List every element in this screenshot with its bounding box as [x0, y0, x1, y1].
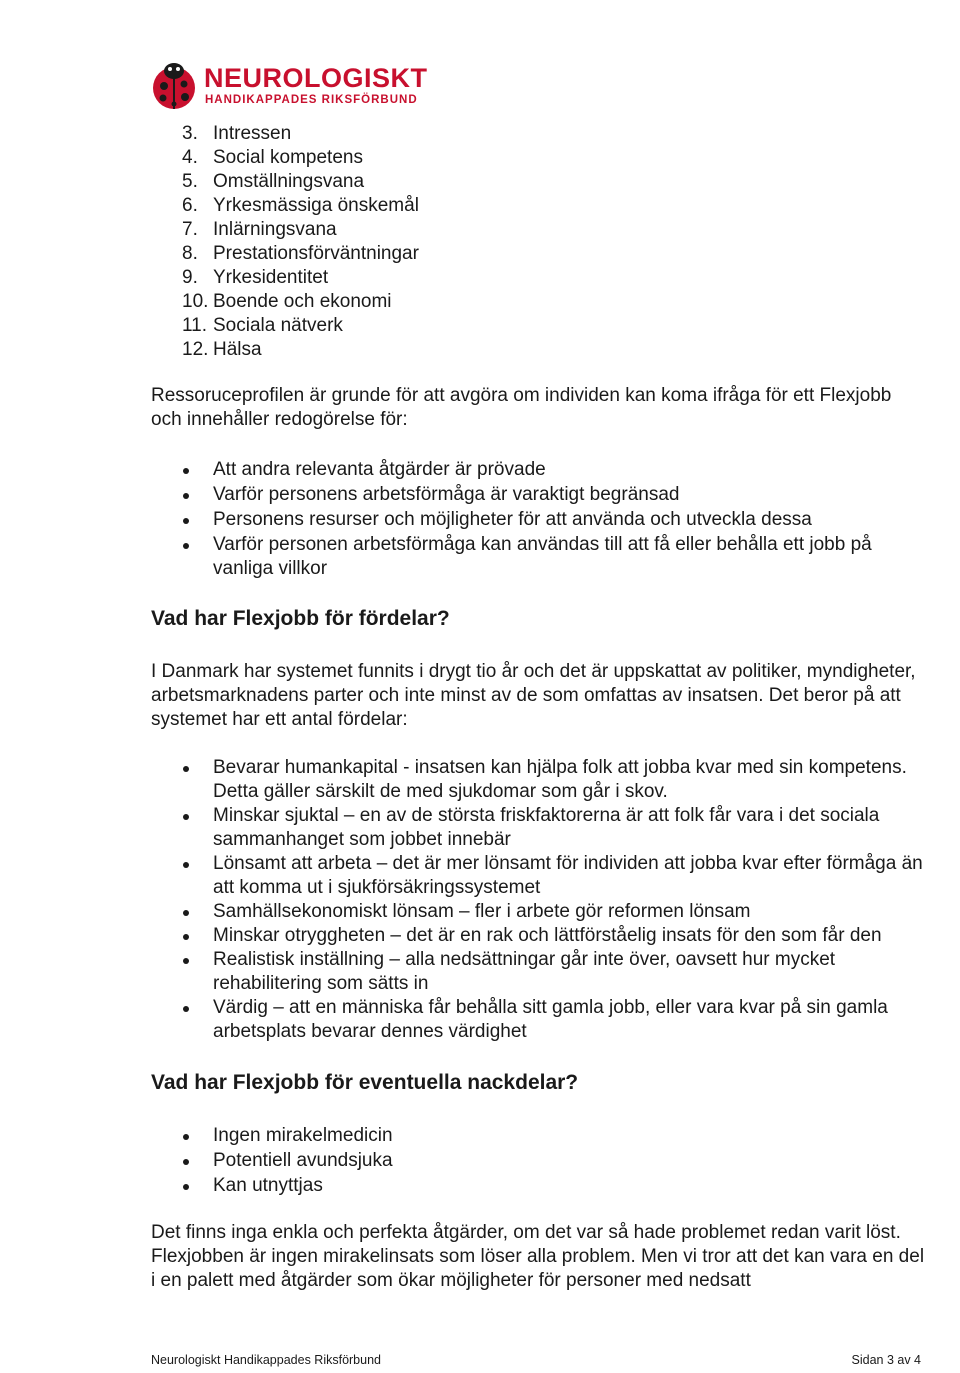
list-item [151, 218, 926, 242]
list-text: Inlärningsvana [213, 219, 337, 240]
list-number: 11. [182, 315, 208, 336]
list-text: Omställningsvana [213, 171, 365, 192]
logo-subtitle: HANDIKAPPADES RIKSFÖRBUND [205, 94, 418, 106]
bullet-item: Minskar otryggheten – det är en rak och lättförståelig insats för den som får den [151, 924, 926, 948]
list-number: 12. [182, 339, 209, 360]
list-item [151, 242, 926, 266]
numbered-list [151, 122, 926, 362]
advantages-list [151, 756, 926, 1044]
list-number: 6. [182, 195, 198, 216]
organization-logo [151, 60, 451, 112]
list-number: 8. [182, 243, 198, 264]
page-number: Sidan 3 av 4 [851, 1353, 921, 1367]
list-number: 5. [182, 171, 198, 192]
bullet-item: Varför personen arbetsförmåga kan användas till att få eller behålla ett jobb på vanliga villkor [151, 533, 926, 581]
list-item [151, 122, 926, 146]
document-body [151, 122, 926, 1293]
bullet-item: Samhällsekonomiskt lönsam – fler i arbete gör reformen lönsam [151, 900, 926, 924]
intro-bullet-list [151, 458, 926, 581]
bullet-item: Potentiell avundsjuka [151, 1149, 926, 1173]
list-item [151, 146, 926, 170]
list-number: 4. [182, 147, 198, 168]
bullet-item: Lönsamt att arbeta – det är mer lönsamt för individen att jobba kvar efter förmåga än att komma ut i sjukförsäkringssystemet [151, 852, 926, 900]
bullet-item: Varför personens arbetsförmåga är varaktigt begränsad [151, 483, 926, 507]
bullet-item: Att andra relevanta åtgärder är prövade [151, 458, 926, 482]
list-number: 9. [182, 267, 198, 288]
list-item [151, 338, 926, 362]
disadvantages-heading: Vad har Flexjobb för eventuella nackdelar? [151, 1071, 579, 1094]
list-text: Boende och ekonomi [213, 291, 392, 312]
list-item [151, 170, 926, 194]
logo-name: NEUROLOGISKT [204, 63, 428, 93]
list-number: 7. [182, 219, 198, 240]
list-text: Yrkesmässiga önskemål [213, 195, 419, 216]
bullet-item: Minskar sjuktal – en av de största friskfaktorerna är att folk får vara i det sociala sammanhanget som jobbet innebär [151, 804, 926, 852]
list-text: Intressen [213, 123, 292, 144]
advantages-heading: Vad har Flexjobb för fördelar? [151, 607, 450, 630]
bullet-item: Personens resurser och möjligheter för att använda och utveckla dessa [151, 508, 926, 532]
bullet-item: Bevarar humankapital - insatsen kan hjälpa folk att jobba kvar med sin kompetens. Detta gäller särskilt de med sjukdomar som går i skov. [151, 756, 926, 804]
intro-paragraph: Ressoruceprofilen är grunde för att avgöra om individen kan koma ifråga för ett Flexjobb och innehåller redogörelse för: [151, 385, 892, 430]
closing-paragraph: Det finns inga enkla och perfekta åtgärder, om det var så hade problemet redan varit löst. Flexjobben är ingen mirakelinsats som löser alla problem. Men vi tror att det kan vara en del i en palett med åtgärder som ökar möjligheter för personer med nedsatt [151, 1222, 925, 1291]
list-text: Yrkesidentitet [213, 267, 329, 288]
list-text: Hälsa [213, 339, 262, 360]
footer-organization: Neurologiskt Handikappades Riksförbund [151, 1353, 381, 1367]
list-item [151, 194, 926, 218]
list-number: 3. [182, 123, 198, 144]
ladybug-logo-icon [151, 62, 197, 110]
bullet-item: Kan utnyttjas [151, 1174, 926, 1198]
disadvantages-list [151, 1124, 926, 1198]
bullet-item: Ingen mirakelmedicin [151, 1124, 926, 1148]
bullet-item: Värdig – att en människa får behålla sitt gamla jobb, eller vara kvar på sin gamla arbetsplats bevarar dennes värdighet [151, 996, 926, 1044]
advantages-paragraph: I Danmark har systemet funnits i drygt tio år och det är uppskattat av politiker, myndigheter, arbetsmarknadens parter och inte minst av de som omfattas av insatsen. Det beror på att systemet har ett antal fördelar: [151, 661, 916, 730]
list-item [151, 314, 926, 338]
list-text: Social kompetens [213, 147, 363, 168]
list-item [151, 266, 926, 290]
list-text: Sociala nätverk [213, 315, 343, 336]
list-text: Prestationsförväntningar [213, 243, 419, 264]
bullet-item: Realistisk inställning – alla nedsättningar går inte över, oavsett hur mycket rehabilitering som sätts in [151, 948, 926, 996]
list-item [151, 290, 926, 314]
list-number: 10. [182, 291, 209, 312]
